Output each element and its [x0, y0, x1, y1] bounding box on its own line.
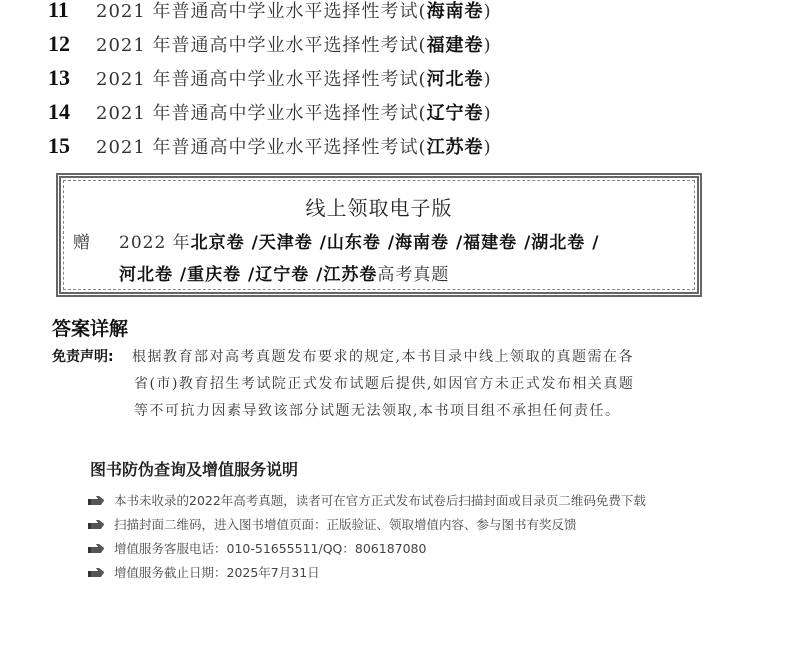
toc-title: 2021 年普通高中学业水平选择性考试(辽宁卷) — [96, 103, 492, 124]
service-item — [88, 514, 577, 534]
gift-label: 赠 — [73, 233, 90, 253]
gift-title: 线上领取电子版 — [305, 196, 453, 220]
service-item-text: 增值服务客服电话：010-51655511/QQ：806187080 — [114, 541, 427, 556]
toc-number: 11 — [48, 0, 69, 22]
answers-heading: 答案详解 — [52, 318, 129, 340]
pointing-hand-icon — [88, 542, 114, 554]
service-item — [88, 562, 320, 582]
service-item-text: 扫描封面二维码，进入图书增值页面：正版验证、领取增值内容、参与图书有奖反馈 — [114, 517, 577, 532]
pointing-hand-icon — [88, 494, 114, 506]
toc-title: 2021 年普通高中学业水平选择性考试(河北卷) — [96, 69, 492, 90]
service-item — [88, 538, 426, 558]
disclaimer-line: 等不可抗力因素导致该部分试题无法领取,本书项目组不承担任何责任。 — [134, 403, 621, 419]
toc-number: 13 — [48, 65, 70, 90]
toc-row — [48, 0, 492, 25]
disclaimer-label: 免责声明: — [52, 349, 114, 365]
disclaimer-line: 省(市)教育招生考试院正式发布试题后提供,如因官方未正式发布相关真题 — [134, 376, 635, 392]
pointing-hand-icon — [88, 566, 114, 578]
toc-title: 2021 年普通高中学业水平选择性考试(福建卷) — [96, 35, 492, 56]
gift-line-2: 河北卷 /重庆卷 /辽宁卷 /江苏卷高考真题 — [119, 265, 450, 285]
toc-row — [48, 131, 492, 161]
service-item-text: 本书未收录的2022年高考真题，读者可在官方正式发布试卷后扫描封面或目录页二维码免费下载 — [114, 493, 646, 508]
online-gift-box — [56, 173, 702, 297]
toc-number: 12 — [48, 31, 70, 56]
toc-title: 2021 年普通高中学业水平选择性考试(海南卷) — [96, 1, 492, 22]
toc-number: 14 — [48, 99, 70, 124]
pointing-hand-icon — [88, 518, 114, 530]
gift-line-1: 2022 年北京卷 /天津卷 /山东卷 /海南卷 /福建卷 /湖北卷 / — [119, 233, 600, 253]
service-item — [88, 490, 646, 510]
toc-row — [48, 29, 492, 59]
service-heading: 图书防伪查询及增值服务说明 — [90, 460, 299, 479]
disclaimer-line: 根据教育部对高考真题发布要求的规定,本书目录中线上领取的真题需在各 — [132, 349, 634, 365]
toc-title: 2021 年普通高中学业水平选择性考试(江苏卷) — [96, 137, 492, 158]
toc-number: 15 — [48, 133, 70, 158]
toc-row — [48, 97, 492, 127]
toc-row — [48, 63, 492, 93]
service-item-text: 增值服务截止日期：2025年7月31日 — [114, 565, 320, 580]
